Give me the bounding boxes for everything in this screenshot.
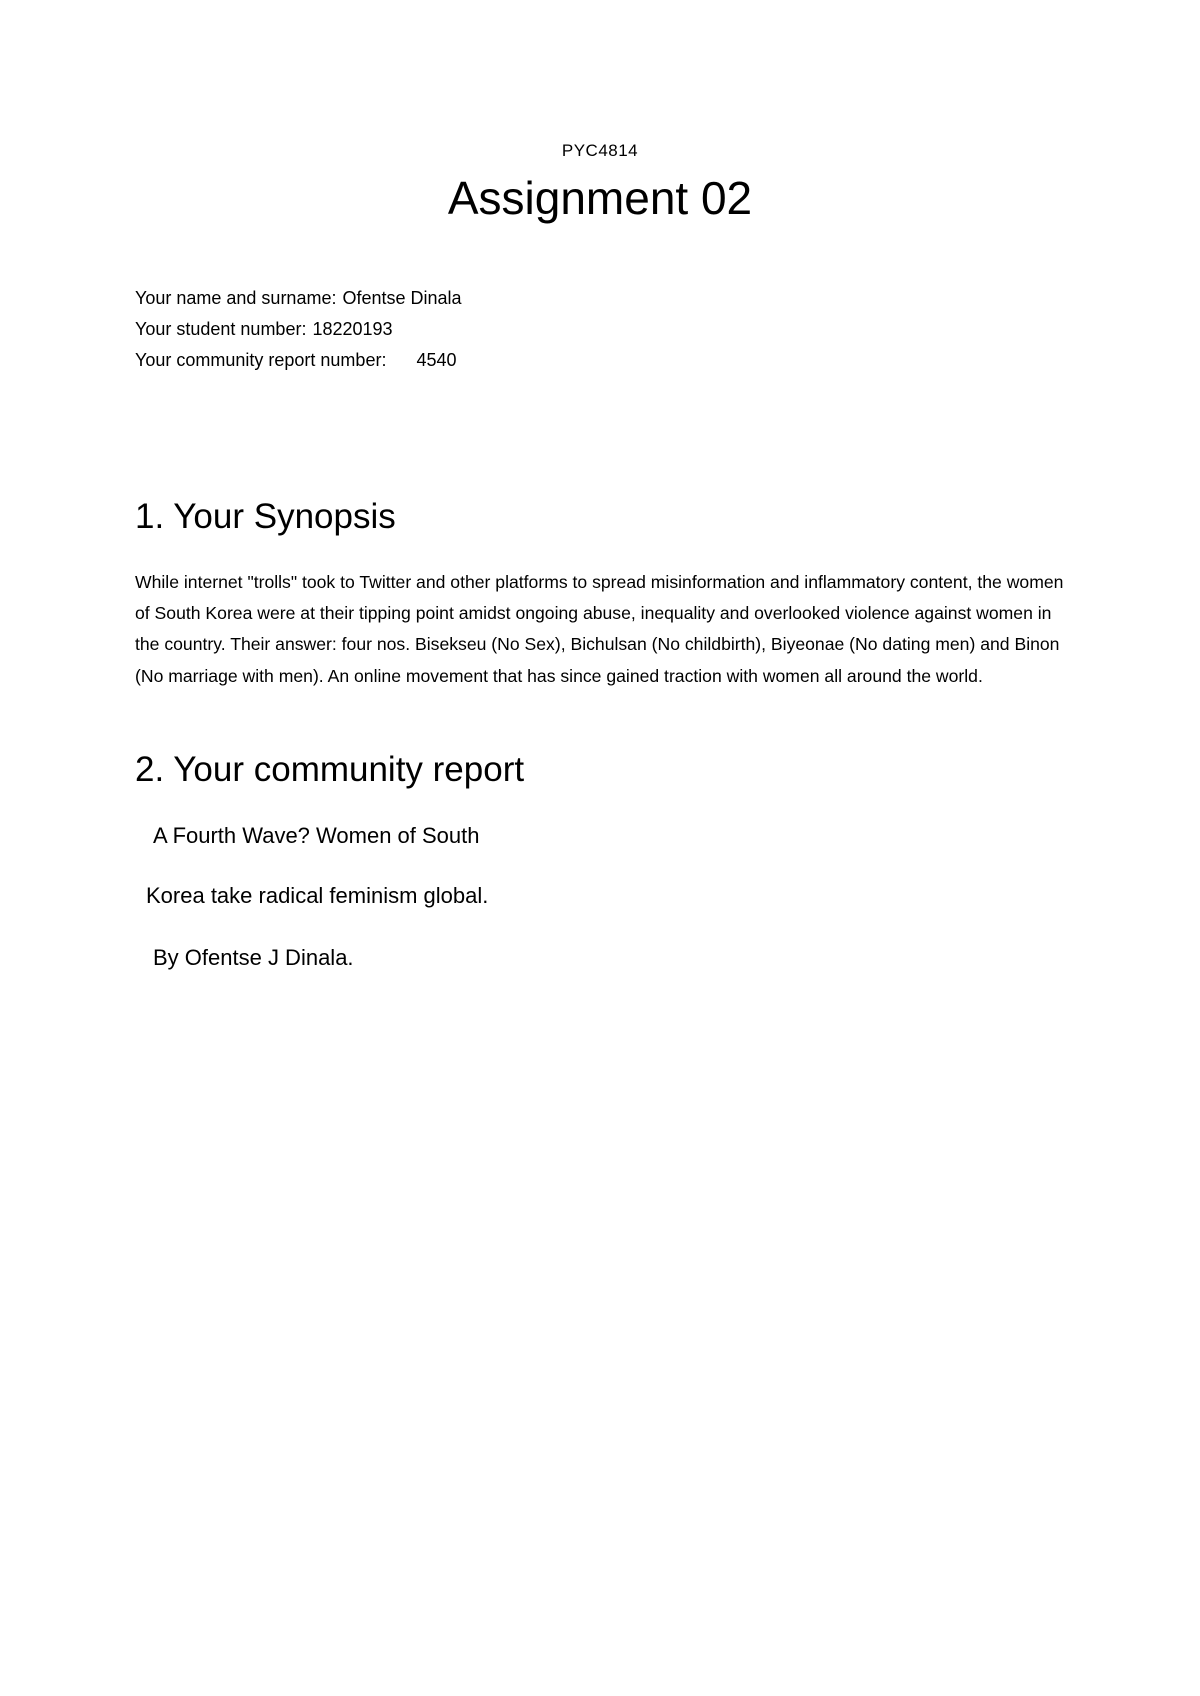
page-title: Assignment 02 <box>447 172 753 224</box>
report-number-value: 4540 <box>416 350 457 370</box>
report-number-row <box>135 345 462 376</box>
name-value: Ofentse Dinala <box>342 288 462 308</box>
name-row <box>135 283 462 314</box>
student-number-label: Your student number: <box>135 319 307 339</box>
course-code: PYC4814 <box>561 141 639 160</box>
name-label: Your name and surname: <box>135 288 337 308</box>
student-number-row <box>135 314 462 345</box>
student-details <box>135 283 462 376</box>
synopsis-heading: 1. Your Synopsis <box>135 497 396 536</box>
report-title-line-1: A Fourth Wave? Women of South <box>153 823 480 848</box>
report-byline: By Ofentse J Dinala. <box>153 945 354 970</box>
report-title-line-2: Korea take radical feminism global. <box>146 883 489 908</box>
report-number-label: Your community report number: <box>135 350 387 370</box>
student-number-value: 18220193 <box>312 319 393 339</box>
community-report-heading: 2. Your community report <box>135 750 525 789</box>
synopsis-body: While internet "trolls" took to Twitter and other platforms to spread misinformation and inflammatory content, the women of South Korea were at their tipping point amidst ongoing abuse, inequality and overlooked violence against women in the country. Their answer: four nos. Bisekseu (No Sex), Bichulsan (No childbirth), Biyeonae (No dating men) and Binon (No marriage with men). An online movement that has since gained traction with women all around the world. <box>135 572 1064 686</box>
